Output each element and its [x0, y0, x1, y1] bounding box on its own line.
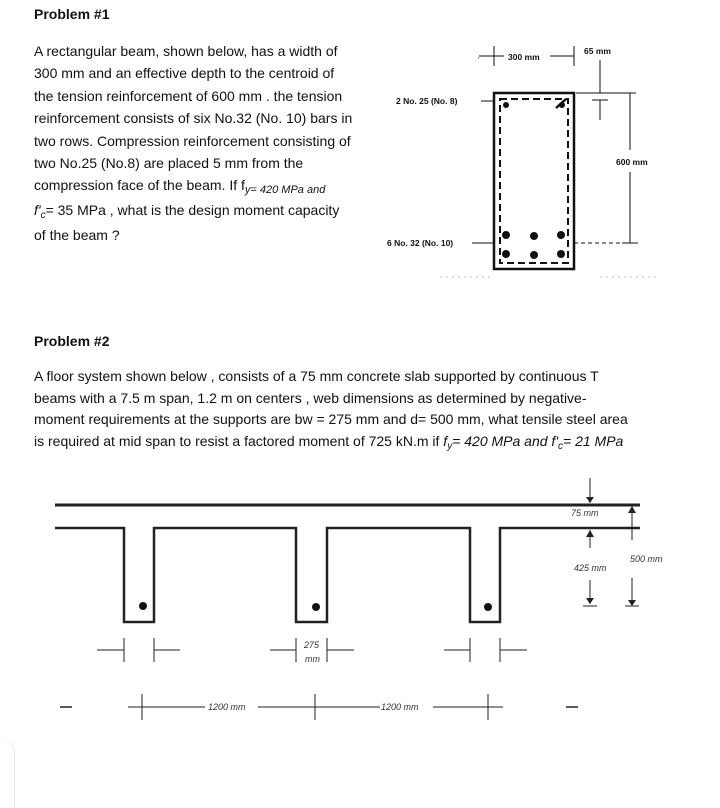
web-2-bar	[312, 603, 320, 611]
cover-label: 65 mm	[584, 46, 611, 56]
problem-2-eq: = 420 MPa and f'	[452, 432, 558, 449]
compression-bars-label: 2 No. 25 (No. 8)	[396, 96, 458, 106]
problem-1-line-1: A rectangular beam, shown below, has a width of	[34, 43, 338, 59]
problem-2-line-2: beams with a 7.5 m span, 1.2 m on centers , web dimensions as determined by negative-	[34, 389, 587, 406]
problem-2-line-1: A floor system shown below , consists of a 75 mm concrete slab supported by continuous T	[34, 368, 599, 384]
web-width-label-top: 275	[304, 640, 320, 650]
problem-2-fy: f	[443, 432, 448, 449]
problem-1-line-7-text: compression face of the beam. If f	[34, 177, 245, 194]
problem-1-title: Problem #1	[34, 6, 110, 22]
web-depth-label: 425 mm	[574, 563, 607, 573]
page-edge-decoration	[0, 738, 15, 808]
problem-1-line-9: of the beam ?	[34, 227, 120, 244]
problem-2-line-4-text: is required at mid span to resist a factored moment of 725 kN.m if	[34, 432, 440, 449]
width-label: 300 mm	[508, 52, 540, 62]
problem-1-line-5: two rows. Compression reinforcement consisting of	[34, 132, 351, 149]
problem-1-fc: f'	[34, 201, 41, 218]
total-depth-label: 500 mm	[630, 554, 663, 564]
problem-2-fy-sub: y	[447, 440, 453, 452]
problem-2-fc-sub: c	[558, 440, 563, 452]
problem-1-line-8-rest: = 35 MPa , what is the design moment capacity	[45, 201, 340, 218]
problem-2-end: = 21 MPa	[563, 432, 624, 449]
tension-bars-label: 6 No. 32 (No. 10)	[387, 238, 454, 248]
spacing-label-2: 1200 mm	[381, 702, 419, 712]
depth-label: 600 mm	[616, 157, 648, 167]
problem-2-line-3: moment requirements at the supports are bw = 275 mm and d= 500 mm, what tensile steel area	[34, 411, 628, 428]
problem-1-line-2: 300 mm and an effective depth to the centroid of	[34, 65, 335, 82]
problem-1-line-3: the tension reinforcement of 600 mm . the tension	[34, 87, 343, 104]
web-3-bar	[484, 603, 492, 611]
web-width-label-bottom: mm	[305, 654, 320, 664]
problem-1-fy-sub: y= 420 MPa and	[244, 184, 326, 197]
web-1-bar	[139, 602, 147, 610]
spacing-label-1: 1200 mm	[208, 702, 246, 712]
problem-2-title: Problem #2	[34, 333, 110, 349]
problem-1-line-6: two No.25 (No.8) are placed 5 mm from the	[34, 155, 304, 172]
problem-1-line-4: reinforcement consists of six No.32 (No. 10) bars in	[34, 110, 353, 127]
slab-thickness-label: 75 mm	[571, 508, 599, 518]
problem-1-fc-sub: c	[40, 209, 46, 221]
